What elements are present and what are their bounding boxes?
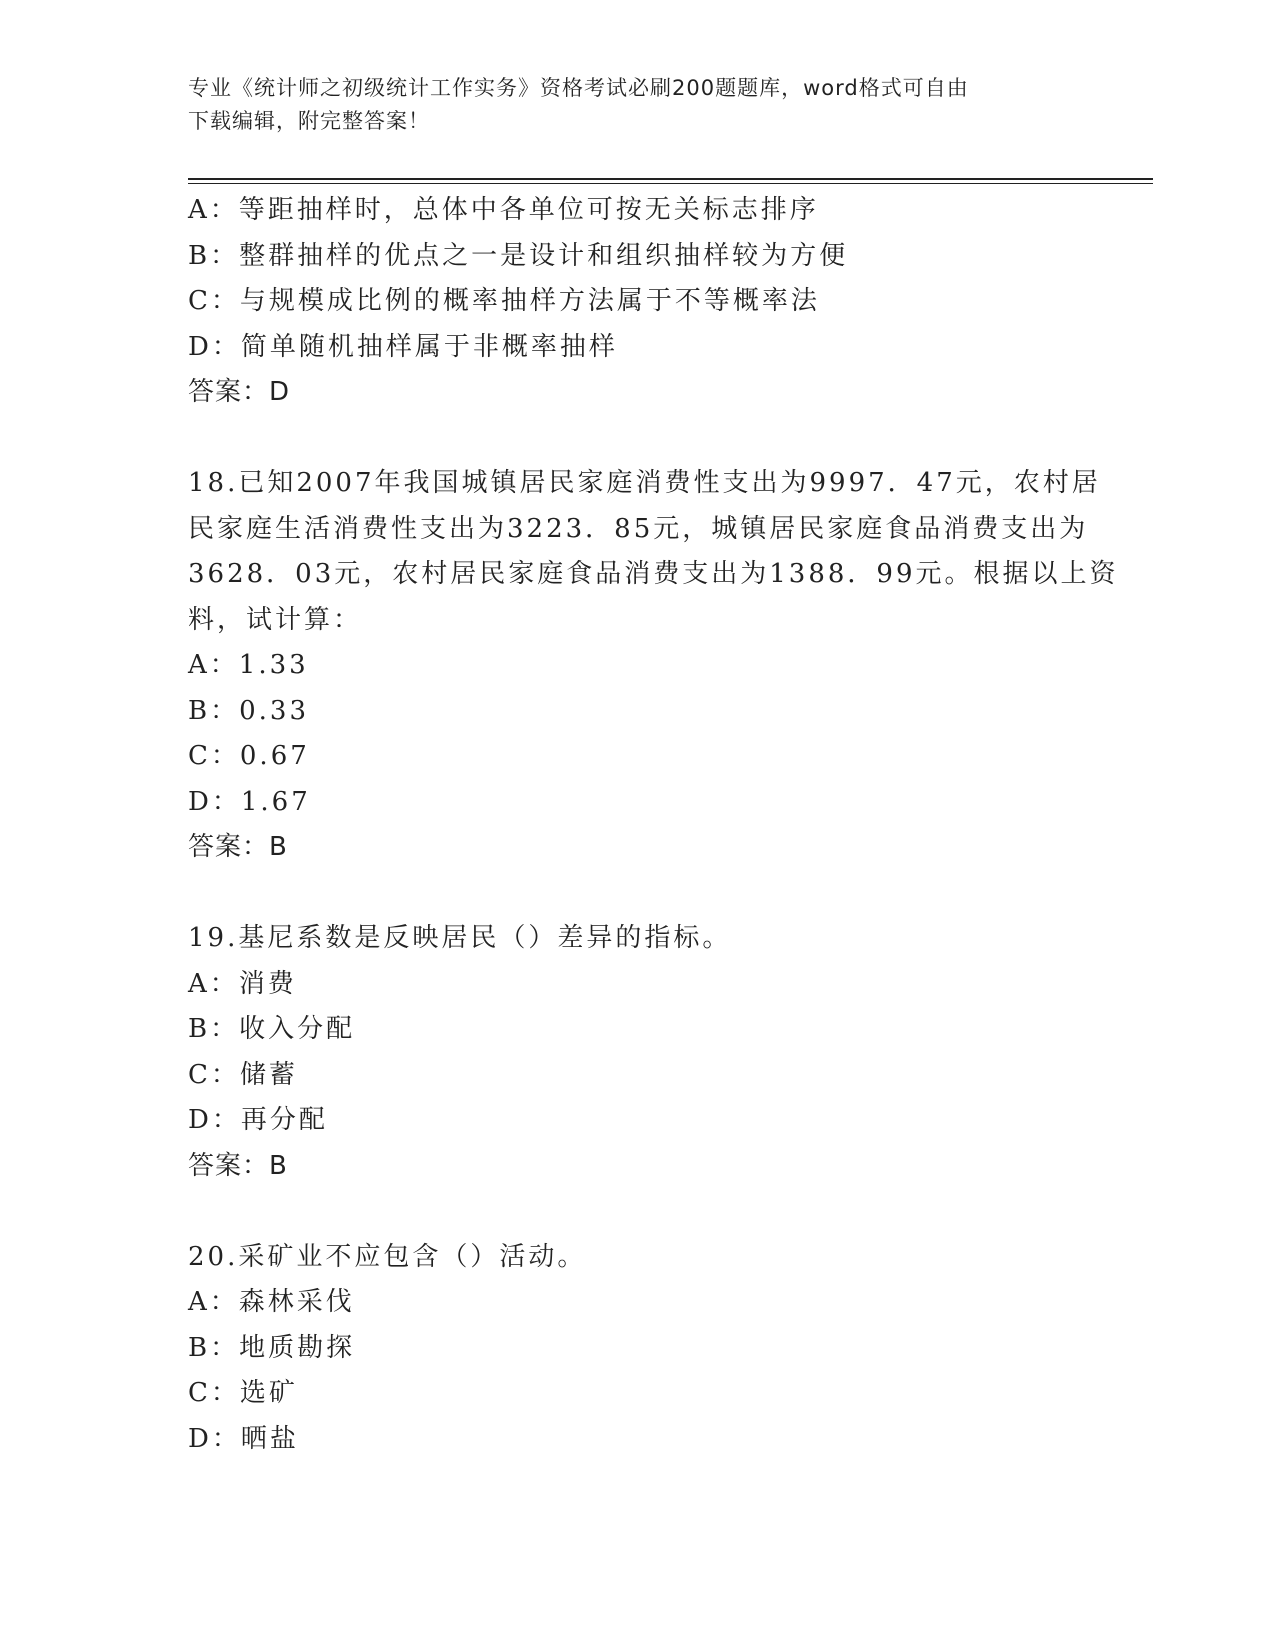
spacer: [188, 416, 1088, 462]
option-d: D：再分配: [188, 1105, 328, 1135]
header-rule-thin: [188, 183, 1153, 184]
header-rule-thick: [188, 178, 1153, 180]
option-a: A：消费: [188, 968, 297, 999]
question-18: [188, 461, 1119, 871]
option-d: D：1.67: [188, 786, 311, 817]
option-b: B：收入分配: [188, 1014, 356, 1044]
option-a: A：森林采伐: [188, 1287, 355, 1317]
question-stem: 19.基尼系数是反映居民（）差异的指标。: [188, 923, 732, 953]
document-header: [188, 72, 1068, 138]
option-a: A：等距抽样时，总体中各单位可按无关标志排序: [188, 195, 819, 225]
option-c: C：与规模成比例的概率抽样方法属于不等概率法: [188, 286, 820, 316]
option-b: B：地质勘探: [188, 1332, 356, 1363]
answer: 答案：B: [188, 832, 288, 862]
question-list: [188, 188, 1119, 1462]
header-line-2: 下载编辑，附完整答案！: [188, 109, 430, 133]
question-stem: [188, 461, 1119, 643]
option-c: C：选矿: [188, 1378, 298, 1408]
header-line-1: 专业《统计师之初级统计工作实务》资格考试必刷200题题库，word格式可自由: [188, 76, 969, 100]
question-17: [188, 188, 1088, 416]
answer: 答案：D: [188, 377, 291, 407]
option-b: B：0.33: [188, 695, 309, 726]
option-b: B：整群抽样的优点之一是设计和组织抽样较为方便: [188, 240, 849, 271]
question-19: [188, 916, 1088, 1189]
stem-line-3: 3628．03元，农村居民家庭食品消费支出为1388．99元。根据以上资: [188, 559, 1119, 589]
option-a: A：1.33: [188, 650, 309, 680]
option-d: D：晒盐: [188, 1423, 299, 1454]
question-stem: 20.采矿业不应包含（）活动。: [188, 1241, 587, 1272]
option-d: D：简单随机抽样属于非概率抽样: [188, 331, 618, 362]
option-c: C：储蓄: [188, 1059, 298, 1090]
answer: 答案：B: [188, 1150, 288, 1181]
spacer: [188, 871, 1088, 917]
question-20: [188, 1235, 1088, 1463]
stem-line-2: 民家庭生活消费性支出为3223．85元，城镇居民家庭食品消费支出为: [188, 513, 1089, 544]
stem-line-1: 18.已知2007年我国城镇居民家庭消费性支出为9997．47元，农村居: [188, 468, 1101, 498]
stem-line-4: 料，试计算：: [188, 604, 363, 635]
spacer: [188, 1189, 1088, 1235]
option-c: C：0.67: [188, 741, 310, 771]
